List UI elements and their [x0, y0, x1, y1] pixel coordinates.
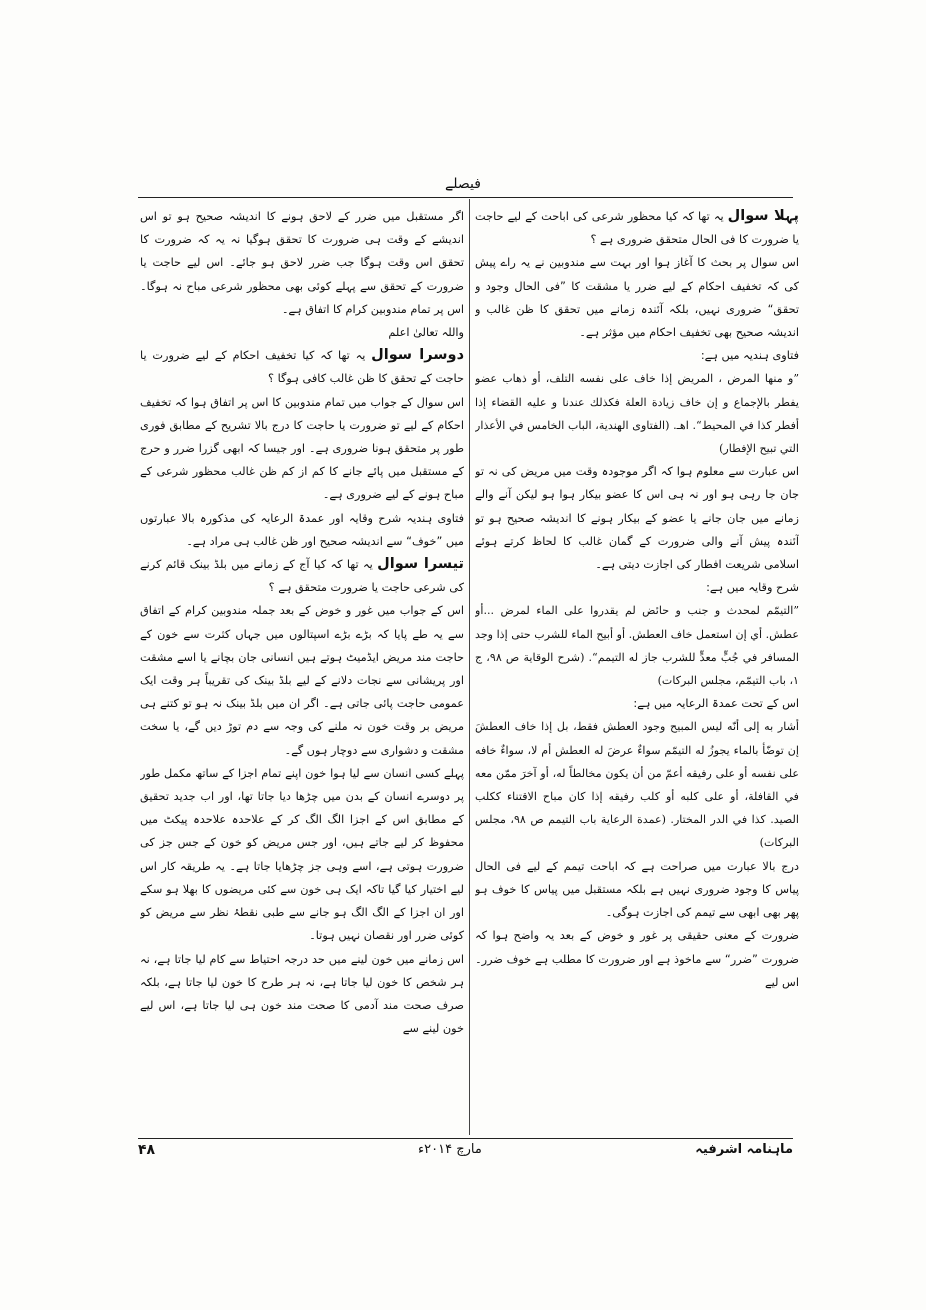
paragraph-text: اس کے جواب میں غور و خوض کے بعد جملہ مندوبین کرام کے اتفاق سے یہ طے پایا کہ بڑے بڑے اسپتالوں میں جہاں کثرت سے خون کے حاجت مند مریض ایڈمیٹ ہوتے ہیں انسانی جان بچانے یا اسے مشقت اور پریشانی سے نجات دلانے کے لیے بلڈ بینک کی تقریباً ہر وقت ایک عمومی حاجت پائی جاتی ہے۔ اگر ان میں بلڈ بینک نہ ہو تو کتنے ہی مریض بر وقت خون نہ ملنے کی وجہ سے دم توڑ دیں گے، یا سخت مشقت و دشواری سے دوچار ہوں گے۔: [140, 604, 464, 757]
page-footer: [138, 1142, 793, 1166]
page-header-title: فیصلے: [445, 176, 481, 192]
paragraph-text: یہ تھا کہ کیا محظور شرعی کی اباحت کے لیے حاجت یا ضرورت کا فی الحال متحقق ضروری ہے ؟: [475, 210, 799, 247]
paragraph-text: اس کے تحت عمدۃ الرعایہ میں ہے:: [633, 697, 799, 711]
paragraph-text: أشار به إلى أنّه ليس المبيح وجود العطش فقط، بل إذا خاف العطشَ إن توضّأ بالماء يجوزُ له التيمّم سواءٌ عرضَ له العطش أم لا، سواءٌ خافه على نفسه أو على رفيقه أعمّ من أن يكون مخالطاً له، أو آخرَ ممّن معه في القافلة، أو على كلبه أو كلب رفيقه إذا كان مباح الاقتناء ككلب الصيد. كذا في الدر المختار. (عمدة الرعاية باب التيمم ص ٩٨، مجلس البركات): [475, 720, 799, 850]
question-heading: تیسرا سوال: [377, 556, 464, 573]
paragraph: [475, 692, 799, 715]
paragraph: [475, 924, 799, 994]
paragraph: [140, 948, 464, 1041]
paragraph: [140, 599, 464, 761]
paragraph-text: ”التيمّم لمحدث و جنب و حائض لم يقدروا على الماء لمرض ...أو عطش. أي إن استعمل خاف العطش. أو أبيح الماء للشرب حتى إذا وجد المسافر في جُبٍّ معدٍّ للشرب جاز له التيمم“. (شرح الوقاية ص ٩٨، ج ١، باب التيمّم، مجلس البركات): [475, 604, 799, 688]
right-column: [475, 205, 799, 1133]
left-column: [140, 205, 464, 1133]
paragraph-text: فتاوی ہندیہ شرح وقایہ اور عمدۃ الرعایہ کی مذکورہ بالا عبارتوں میں ”خوف“ سے اندیشہ صحیح اور ظن غالب ہی مراد ہے۔: [140, 511, 464, 548]
paragraph: [140, 344, 464, 390]
paragraph-text: یہ تھا کہ کیا تخفیف احکام کے لیے ضرورت یا حاجت کے تحقق کا ظن غالب کافی ہوگا ؟: [140, 349, 464, 386]
paragraph-text: فتاوی ہندیہ میں ہے:: [700, 349, 799, 363]
column-divider: [469, 199, 470, 1135]
paragraph: [475, 251, 799, 344]
paragraph-text: اس سوال کے جواب میں تمام مندوبین کا اس پر اتفاق ہوا کہ تخفیف احکام کے لیے تو ضرورت یا حاجت کا درج بالا تشریح کے مطابق فوری طور پر متحقق ہونا ضروری ہے۔ اور جیسا کہ ابھی گزرا ضرر و حرج کے مستقبل میں پائے جانے کا کم از کم ظن غالب محظور شرعی کے مباح ہونے کے لیے ضروری ہے۔: [140, 395, 464, 502]
paragraph: [475, 599, 799, 692]
issue-date: مارچ ۲۰۱۴ء: [418, 1142, 482, 1157]
paragraph-text: اگر مستقبل میں ضرر کے لاحق ہونے کا اندیشہ صحیح ہو تو اس اندیشے کے وقت ہی ضرورت کا تحقق ہوگیا نہ یہ کہ ضرورت کا تحقق اس وقت ہوگا جب ضرر لاحق ہو جائے۔ اس لیے حاجت یا ضرورت کے تحقق سے پہلے کوئی بھی محظور شرعی مباح نہ ہوگا۔ اس پر تمام مندوبین کرام کا اتفاق ہے۔: [140, 210, 464, 316]
paragraph: [475, 855, 799, 925]
paragraph: [140, 391, 464, 507]
page-number: ۴۸: [138, 1142, 156, 1158]
paragraph-text: پہلے کسی انسان سے لیا ہوا خون اپنے تمام اجزا کے ساتھ مکمل طور پر دوسرے انسان کے بدن میں چڑھا دیا جاتا تھا، اور اب جدید تحقیق کے مطابق اس کے اجزا الگ الگ کر کے علاحدہ علاحدہ پیکٹ میں محفوظ کر لیے جاتے ہیں، اور جس مریض کو خون کے جس جز کی ضرورت ہوتی ہے، اسے وہی جز چڑھایا جاتا ہے۔ یہ طریقہ کار اس لیے اختیار کیا گیا تاکہ ایک ہی خون سے کئی مریضوں کا بھلا ہو سکے اور ان اجزا کے الگ الگ ہو جانے سے طبی نقطۂ نظر سے مریض کو کوئی ضرر اور نقصان نہیں ہوتا۔: [140, 766, 464, 943]
paragraph-text: ”و منها المرض ، المريض إذا خاف على نفسه التلف، أو ذهاب عضو يفطر بالإجماع و إن خاف زيادة العلة فكذلك عندنا و عليه القضاء إذا أفطر كذا في المحيط“. اهـ. (الفتاوى الهندية، الباب الخامس في الأعذار التي تبيح الإفطار): [475, 372, 799, 456]
magazine-name: ماہنامہ اشرفیہ: [695, 1142, 793, 1157]
paragraph: [140, 321, 464, 344]
paragraph: [140, 762, 464, 948]
paragraph: [475, 205, 799, 251]
paragraph: [475, 344, 799, 367]
question-heading: دوسرا سوال: [371, 347, 464, 364]
paragraph: [140, 205, 464, 321]
paragraph: [475, 460, 799, 576]
question-heading: پہلا سوال: [727, 208, 799, 224]
paragraph-text: اس زمانے میں خون لینے میں حد درجہ احتیاط سے کام لیا جاتا ہے، نہ ہر شخص کا خون لیا جاتا ہے، نہ ہر طرح کا خون لیا جاتا ہے، بلکہ صرف صحت مند آدمی کا صحت مند خون ہی لیا جاتا ہے، اس لیے خون لینے سے: [140, 952, 464, 1036]
paragraph-text: اس عبارت سے معلوم ہوا کہ اگر موجودہ وقت میں مریض کی نہ تو جان جا رہی ہو اور نہ ہی اس کا عضو بیکار ہوا ہو لیکن آنے والے زمانے میں جان جانے یا عضو کے بیکار ہونے کا اندیشہ صحیح ہو تو آئندہ پیش آنے والی ضرورت کے گمان غالب کا لحاظ کرتے ہوئے اسلامی شریعت افطار کی اجازت دیتی ہے۔: [475, 465, 799, 572]
paragraph: [475, 576, 799, 599]
paragraph: [475, 367, 799, 460]
paragraph-text: ضرورت کے معنی حقیقی پر غور و خوض کے بعد یہ واضح ہوا کہ ضرورت ”ضرر“ سے ماخوذ ہے اور ضرورت کا مطلب ہے خوف ضرر۔ اس لیے: [475, 929, 799, 989]
footer-rule: [138, 1138, 793, 1139]
paragraph-text: درج بالا عبارت میں صراحت ہے کہ اباحت تیمم کے لیے فی الحال پیاس کا وجود ضروری نہیں ہے بلکہ مستقبل میں پیاس کا خوف ہو پھر بھی ابھی سے تیمم کی اجازت ہوگی۔: [475, 859, 799, 920]
paragraph-text: یہ تھا کہ کیا آج کے زمانے میں بلڈ بینک قائم کرنے کی شرعی حاجت یا ضرورت متحقق ہے ؟: [140, 558, 464, 595]
paragraph: [140, 507, 464, 553]
paragraph: [140, 553, 464, 599]
header-rule: [138, 197, 793, 198]
paragraph: [475, 715, 799, 854]
paragraph-text: واللہ تعالیٰ اعلم: [388, 326, 464, 340]
paragraph-text: اس سوال پر بحث کا آغاز ہوا اور بہت سے مندوبین نے یہ راے پیش کی کہ تخفیف احکام کے لیے ضرر یا مشقت کا ”فی الحال وجود و تحقق“ ضروری نہیں، بلکہ آئندہ زمانے میں تحقق کا ظن غالب و اندیشہ صحیح بھی تخفیف احکام میں مؤثر ہے۔: [475, 256, 799, 340]
paragraph-text: شرح وقایہ میں ہے:: [706, 581, 799, 595]
